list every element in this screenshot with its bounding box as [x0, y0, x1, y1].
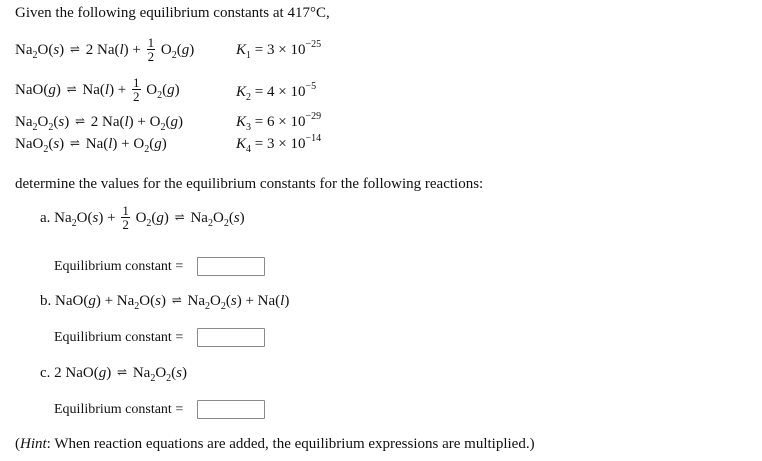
part-c-answer-label: Equilibrium constant = — [54, 402, 184, 417]
given-reaction-1: $Na_2O(s)$ ⇌ 2 Na(l) + $\frac{1}{2}$ $O_2(g)$ — [15, 35, 195, 64]
given-reaction-2: NaO(g) ⇌ Na(l) + $\frac{1}{2}$ $O_2(g)$ — [15, 75, 180, 104]
determine-text: determine the values for the equilibrium constants for the following reactions: — [15, 176, 484, 192]
part-a-answer-input[interactable] — [197, 257, 265, 276]
part-b-reaction: b. $NaO(g) + Na_2O(s)$ ⇌ $Na_2O_2(s) + Na(l)$ — [40, 293, 290, 312]
part-a-answer-label: Equilibrium constant = — [54, 259, 184, 274]
k2-constant: $K_2 = 4 \times 10^{-5}$ — [236, 81, 317, 103]
equilibrium-arrow-icon: ⇌ — [74, 114, 85, 128]
equilibrium-arrow-icon: ⇌ — [66, 81, 77, 96]
hint-body: : When reaction equations are added, the equilibrium expressions are multiplied.) — [46, 436, 535, 452]
hint-word: Hint — [20, 436, 47, 452]
hint-text: (Hint: When reaction equations are added, the equilibrium expressions are multiplied.) — [15, 436, 535, 452]
equilibrium-arrow-icon: ⇌ — [171, 293, 182, 307]
intro-text: Given the following equilibrium constants at 417°C, — [15, 5, 330, 21]
part-b-answer-input[interactable] — [197, 328, 265, 347]
part-b-answer-label: Equilibrium constant = — [54, 330, 184, 345]
equilibrium-arrow-icon: ⇌ — [69, 136, 80, 150]
given-reaction-4: NaO$_2$(s) ⇌ $Na(l) + O_2(g)$ — [15, 136, 167, 155]
part-c-answer-input[interactable] — [197, 400, 265, 419]
equilibrium-arrow-icon: ⇌ — [69, 41, 80, 56]
part-c-reaction: c. 2 NaO(g) ⇌ $Na_2O_2(s)$ — [40, 365, 187, 384]
equilibrium-arrow-icon: ⇌ — [174, 209, 185, 224]
k1-constant: $K_1 = 3 \times 10^{-25}$ — [236, 39, 322, 61]
k4-constant: $K_4 = 3 \times 10^{-14}$ — [236, 133, 322, 155]
given-reaction-3: $Na_2O_2(s)$ ⇌ 2 $Na(l) + O_2(g)$ — [15, 114, 183, 133]
equilibrium-arrow-icon: ⇌ — [117, 365, 128, 379]
k3-constant: $K_3 = 6 \times 10^{-29}$ — [236, 111, 322, 133]
part-a-reaction: a. $Na_2O(s)$ + $\frac{1}{2}$ $O_2(g)$ ⇌ $Na_2O_2(s)$ — [40, 203, 245, 232]
